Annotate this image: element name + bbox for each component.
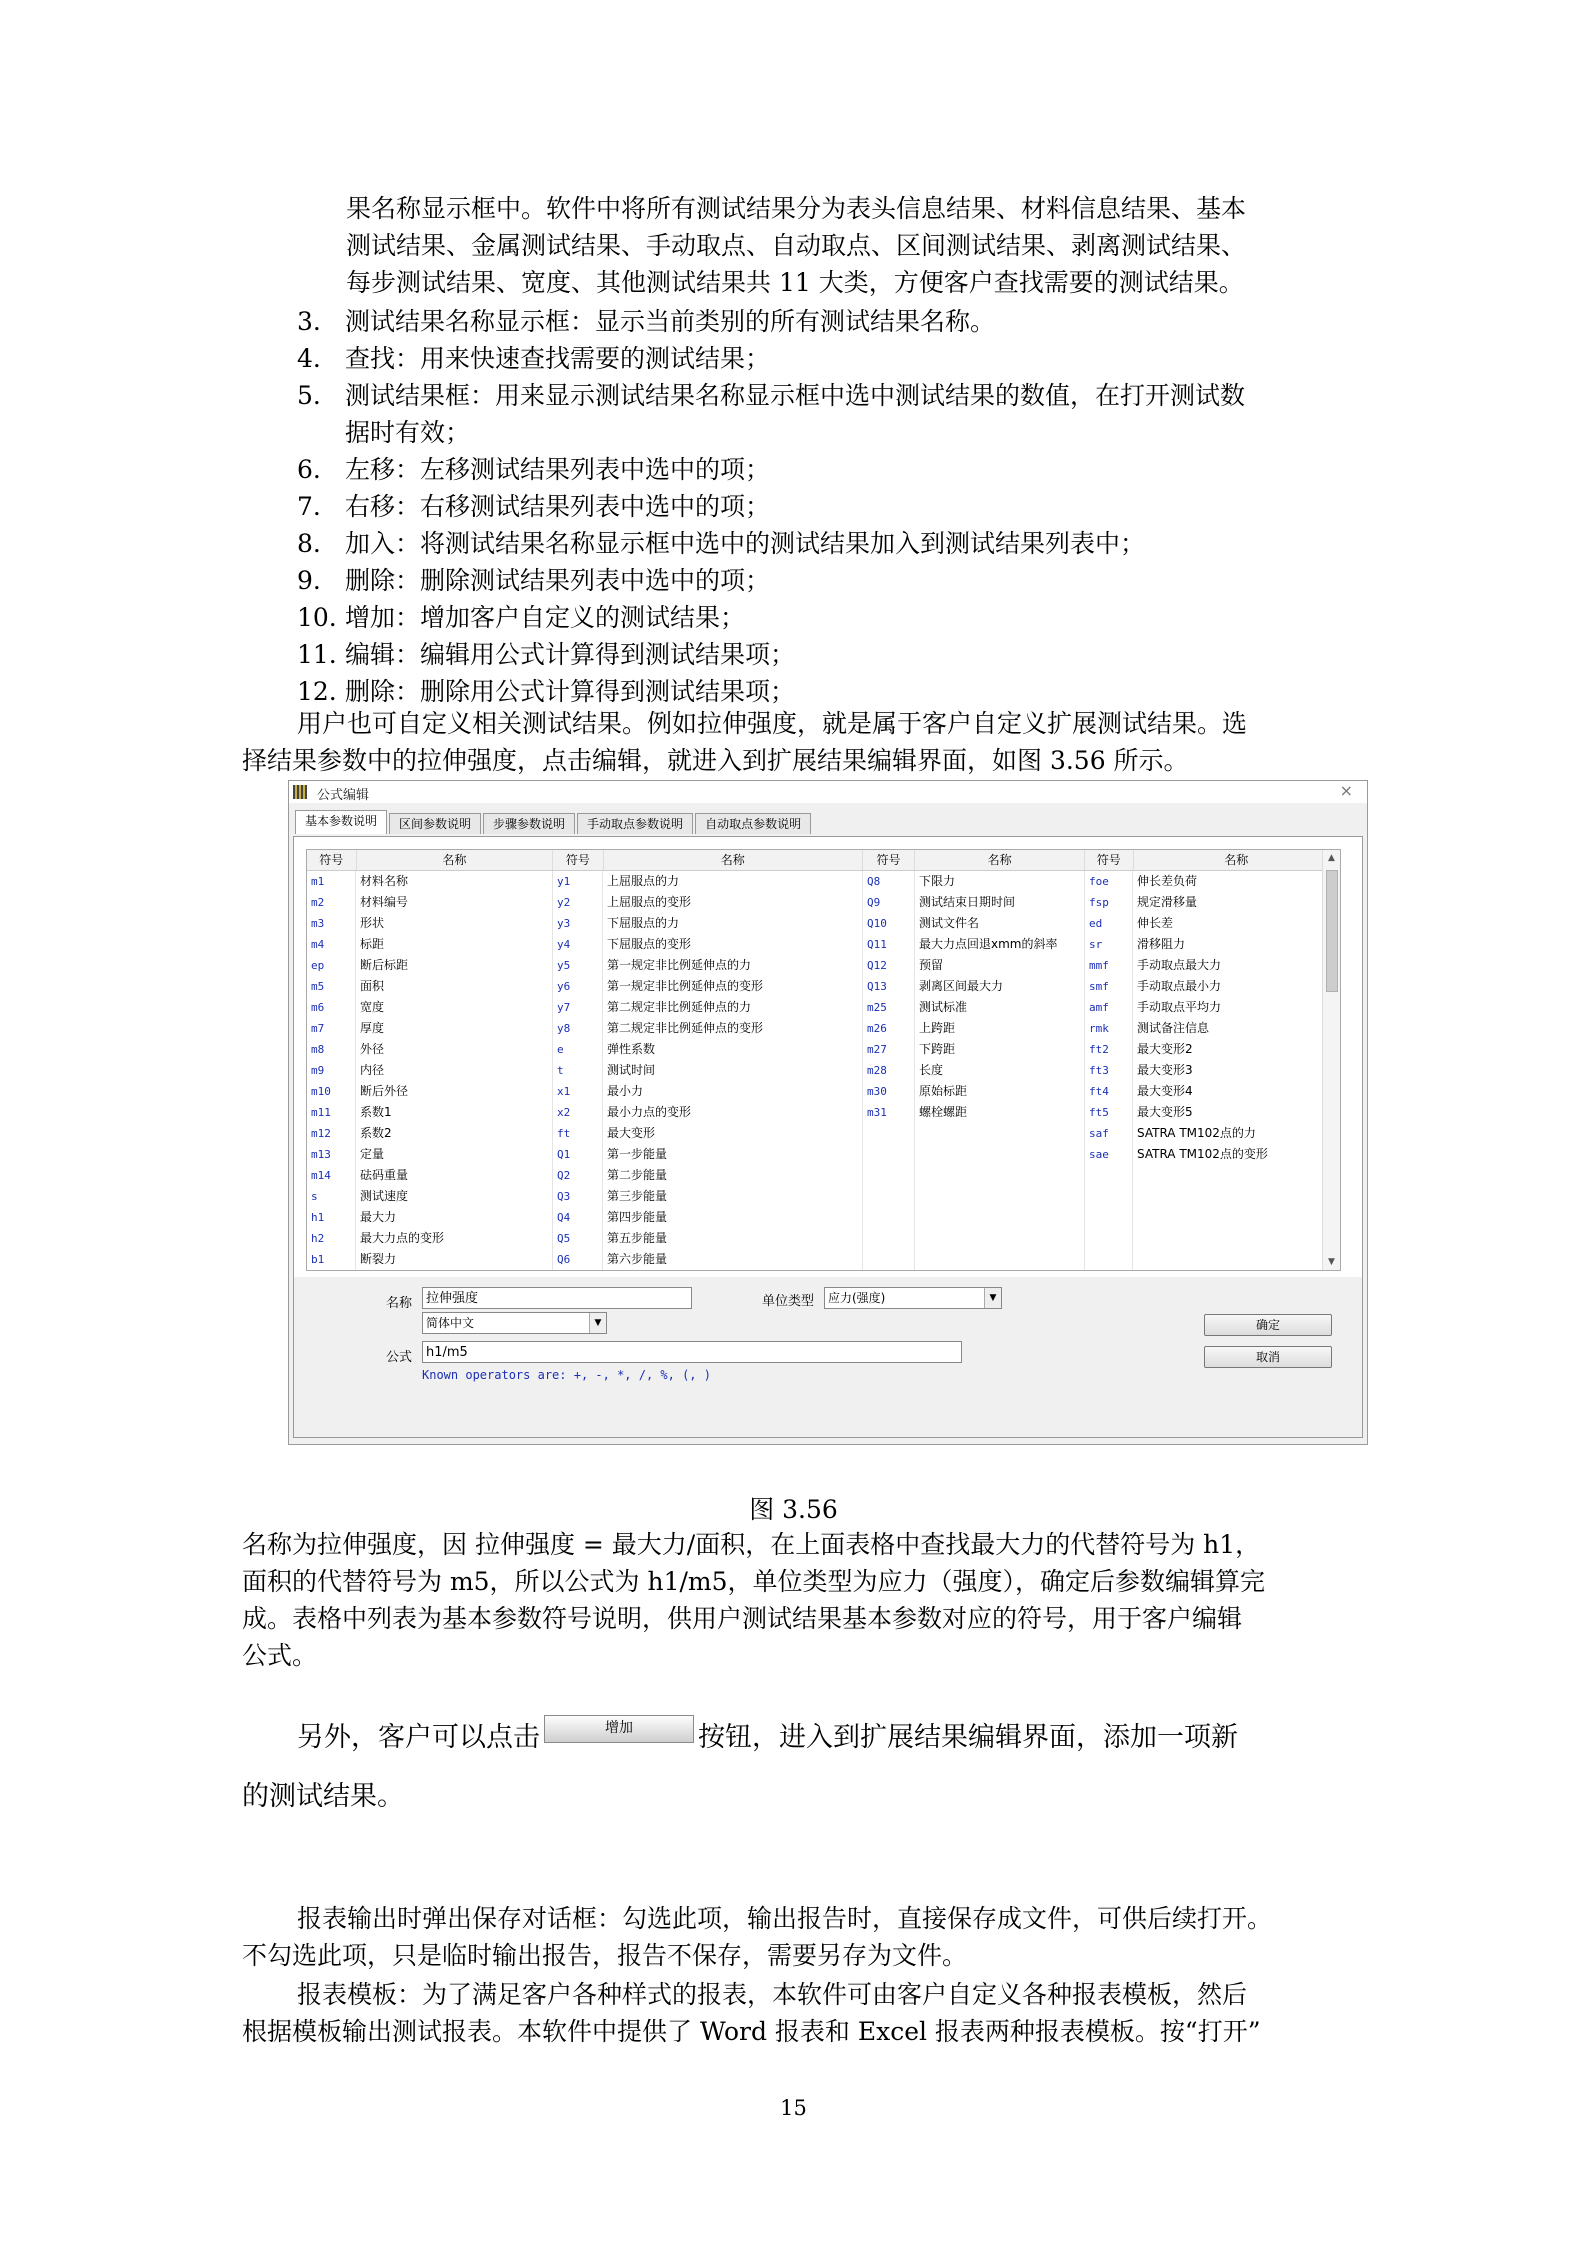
name-cell: SATRA TM102点的力	[1133, 1123, 1340, 1144]
symbol-cell: m30	[863, 1081, 915, 1102]
cancel-button[interactable]: 取消	[1204, 1346, 1332, 1368]
explain-line: 面积的代替符号为 m5，所以公式为 h1/m5，单位类型为应力（强度），确定后参数编辑算完	[242, 1567, 1266, 1596]
name-cell	[1133, 1249, 1340, 1270]
list-item-text: 据时有效；	[345, 418, 471, 447]
column-header[interactable]: 名称	[915, 850, 1085, 870]
column-header[interactable]: 名称	[357, 850, 553, 870]
chevron-down-icon[interactable]: ▼	[589, 1313, 606, 1333]
name-cell: 手动取点平均力	[1133, 997, 1340, 1018]
symbol-cell	[863, 1144, 915, 1165]
name-cell: 滑移阻力	[1133, 934, 1340, 955]
table-row[interactable]	[307, 1039, 1340, 1060]
symbol-cell: ft	[553, 1123, 603, 1144]
symbol-cell	[863, 1123, 915, 1144]
symbol-cell: ft3	[1085, 1060, 1133, 1081]
symbol-table	[306, 849, 1341, 1271]
symbol-cell: Q5	[553, 1228, 603, 1249]
symbol-cell: Q11	[863, 934, 915, 955]
symbol-cell: h1	[307, 1207, 356, 1228]
name-cell: 伸长差	[1133, 913, 1340, 934]
table-row[interactable]	[307, 1249, 1340, 1270]
table-row[interactable]	[307, 1228, 1340, 1249]
symbol-cell: s	[307, 1186, 356, 1207]
symbol-cell: saf	[1085, 1123, 1133, 1144]
symbol-cell: Q12	[863, 955, 915, 976]
symbol-cell: x1	[553, 1081, 603, 1102]
table-row[interactable]	[307, 1186, 1340, 1207]
symbol-cell: y3	[553, 913, 603, 934]
figure-caption: 图 3.56	[749, 1495, 838, 1524]
symbol-cell	[863, 1228, 915, 1249]
name-cell: 材料名称	[356, 871, 553, 892]
symbol-cell: Q4	[553, 1207, 603, 1228]
name-cell: 下屈服点的变形	[603, 934, 863, 955]
symbol-cell: b1	[307, 1249, 356, 1270]
name-cell: 手动取点最大力	[1133, 955, 1340, 976]
name-cell: 断裂力	[356, 1249, 553, 1270]
symbol-cell	[1085, 1186, 1133, 1207]
symbol-cell: m28	[863, 1060, 915, 1081]
column-header[interactable]: 名称	[1134, 850, 1340, 870]
symbol-cell	[863, 1186, 915, 1207]
table-row[interactable]	[307, 1081, 1340, 1102]
name-cell	[915, 1165, 1085, 1186]
name-cell: 断后外径	[356, 1081, 553, 1102]
add-para-after: 按钮，进入到扩展结果编辑界面，添加一项新	[698, 1722, 1238, 1753]
scroll-down-icon[interactable]: ▼	[1328, 1257, 1335, 1267]
symbol-cell: ft4	[1085, 1081, 1133, 1102]
name-cell: 最大力点回退xmm的斜率	[915, 934, 1085, 955]
unit-type-label: 单位类型	[762, 1294, 815, 1309]
name-cell	[915, 1249, 1085, 1270]
name-cell: 第二规定非比例延伸点的变形	[603, 1018, 863, 1039]
column-header[interactable]: 符号	[553, 850, 604, 870]
name-cell: 厚度	[356, 1018, 553, 1039]
symbol-cell: y7	[553, 997, 603, 1018]
name-cell: 面积	[356, 976, 553, 997]
list-item	[297, 377, 1245, 414]
symbol-cell: m12	[307, 1123, 356, 1144]
list-item-number: 5.	[297, 381, 321, 410]
tab-panel	[293, 836, 1363, 1438]
report-line: 根据模板输出测试报表。本软件中提供了 Word 报表和 Excel 报表两种报表模板。按“打开”	[242, 2017, 1261, 2046]
symbol-cell	[1085, 1207, 1133, 1228]
symbol-cell	[863, 1249, 915, 1270]
name-cell: 测试结束日期时间	[915, 892, 1085, 913]
symbol-cell: y1	[553, 871, 603, 892]
name-cell	[1133, 1228, 1340, 1249]
app-icon	[293, 785, 307, 799]
add-button-image: 增加	[544, 1715, 694, 1743]
symbol-cell: x2	[553, 1102, 603, 1123]
list-item-number: 12.	[297, 677, 337, 706]
symbol-cell: m1	[307, 871, 356, 892]
name-cell: 第二规定非比例延伸点的力	[603, 997, 863, 1018]
name-cell: 最大变形5	[1133, 1102, 1340, 1123]
table-row[interactable]	[307, 955, 1340, 976]
column-header[interactable]: 名称	[604, 850, 863, 870]
symbol-cell: smf	[1085, 976, 1133, 997]
tab-4[interactable]: 自动取点参数说明	[695, 813, 811, 834]
name-cell: 标距	[356, 934, 553, 955]
table-body	[307, 871, 1340, 1270]
name-cell	[1133, 1165, 1340, 1186]
intro-line: 测试结果、金属测试结果、手动取点、自动取点、区间测试结果、剥离测试结果、	[346, 231, 1247, 260]
name-cell: 手动取点最小力	[1133, 976, 1340, 997]
name-cell: 最大变形	[603, 1123, 863, 1144]
symbol-cell: sae	[1085, 1144, 1133, 1165]
symbol-cell: ft5	[1085, 1102, 1133, 1123]
list-item-text: 删除：删除用公式计算得到测试结果项；	[345, 677, 796, 706]
name-cell: 预留	[915, 955, 1085, 976]
column-header[interactable]: 符号	[307, 850, 357, 870]
name-cell: 最大变形2	[1133, 1039, 1340, 1060]
table-row[interactable]	[307, 976, 1340, 997]
symbol-cell: t	[553, 1060, 603, 1081]
symbol-cell: Q1	[553, 1144, 603, 1165]
list-item	[345, 414, 470, 451]
unit-type-value: 应力(强度)	[828, 1291, 886, 1305]
name-cell: 最大力	[356, 1207, 553, 1228]
name-cell: 测试文件名	[915, 913, 1085, 934]
list-item	[297, 451, 770, 488]
symbol-cell	[863, 1207, 915, 1228]
name-cell: 上跨距	[915, 1018, 1085, 1039]
edit-form	[294, 1277, 1362, 1437]
tab-1[interactable]: 区间参数说明	[389, 813, 481, 834]
symbol-cell: m25	[863, 997, 915, 1018]
symbol-cell: m6	[307, 997, 356, 1018]
name-cell: 下跨距	[915, 1039, 1085, 1060]
symbol-cell: y4	[553, 934, 603, 955]
symbol-cell: Q6	[553, 1249, 603, 1270]
name-cell: 第一规定非比例延伸点的变形	[603, 976, 863, 997]
name-cell: 规定滑移量	[1133, 892, 1340, 913]
custom-para-line: 用户也可自定义相关测试结果。例如拉伸强度，就是属于客户自定义扩展测试结果。选	[297, 709, 1248, 738]
close-icon[interactable]: ×	[1339, 781, 1353, 800]
scroll-thumb[interactable]	[1326, 870, 1338, 992]
symbol-cell: m13	[307, 1144, 356, 1165]
symbol-cell: foe	[1085, 871, 1133, 892]
name-cell: 砝码重量	[356, 1165, 553, 1186]
table-row[interactable]	[307, 1060, 1340, 1081]
list-item	[297, 488, 770, 525]
list-item-number: 3.	[297, 307, 321, 336]
list-item-number: 4.	[297, 344, 321, 373]
symbol-cell: Q8	[863, 871, 915, 892]
formula-input[interactable]: h1/m5	[422, 1341, 962, 1363]
symbol-cell: m7	[307, 1018, 356, 1039]
name-cell	[1133, 1207, 1340, 1228]
list-item-number: 11.	[297, 640, 337, 669]
symbol-cell: m11	[307, 1102, 356, 1123]
symbol-cell: Q9	[863, 892, 915, 913]
symbol-cell	[1085, 1165, 1133, 1186]
name-cell: 测试时间	[603, 1060, 863, 1081]
symbol-cell: y5	[553, 955, 603, 976]
list-item-number: 8.	[297, 529, 321, 558]
chevron-down-icon[interactable]: ▼	[984, 1288, 1001, 1308]
name-cell: 材料编号	[356, 892, 553, 913]
list-item-text: 删除：删除测试结果列表中选中的项；	[345, 566, 771, 595]
name-cell: 外径	[356, 1039, 553, 1060]
name-cell: 最大变形4	[1133, 1081, 1340, 1102]
table-row[interactable]	[307, 1207, 1340, 1228]
table-row[interactable]	[307, 1018, 1340, 1039]
table-row[interactable]	[307, 1102, 1340, 1123]
table-row[interactable]	[307, 1123, 1340, 1144]
symbol-cell	[1085, 1228, 1133, 1249]
list-item-number: 6.	[297, 455, 321, 484]
name-cell: 测试标准	[915, 997, 1085, 1018]
symbol-cell: ep	[307, 955, 356, 976]
table-header	[307, 850, 1340, 871]
scrollbar[interactable]	[1322, 850, 1340, 1270]
symbol-cell: m4	[307, 934, 356, 955]
name-cell: 螺栓螺距	[915, 1102, 1085, 1123]
symbol-cell: m2	[307, 892, 356, 913]
explain-line: 成。表格中列表为基本参数符号说明，供用户测试结果基本参数对应的符号，用于客户编辑	[242, 1604, 1243, 1633]
name-cell: 第一规定非比例延伸点的力	[603, 955, 863, 976]
name-cell: 测试备注信息	[1133, 1018, 1340, 1039]
explain-line: 公式。	[242, 1641, 318, 1670]
symbol-cell: m9	[307, 1060, 356, 1081]
dialog-title: 公式编辑	[317, 788, 370, 803]
column-header[interactable]: 符号	[1085, 850, 1134, 870]
symbol-cell: sr	[1085, 934, 1133, 955]
symbol-cell: m8	[307, 1039, 356, 1060]
name-cell: 最小力	[603, 1081, 863, 1102]
symbol-cell: m5	[307, 976, 356, 997]
list-item-text: 左移：左移测试结果列表中选中的项；	[345, 455, 771, 484]
symbol-cell: fsp	[1085, 892, 1133, 913]
table-row[interactable]	[307, 1165, 1340, 1186]
name-cell: 宽度	[356, 997, 553, 1018]
formula-edit-dialog	[288, 780, 1368, 1445]
symbol-cell: ed	[1085, 913, 1133, 934]
symbol-cell: ft2	[1085, 1039, 1133, 1060]
name-cell: 断后标距	[356, 955, 553, 976]
list-item-text: 测试结果框：用来显示测试结果名称显示框中选中测试结果的数值，在打开测试数	[345, 381, 1246, 410]
symbol-cell: rmk	[1085, 1018, 1133, 1039]
list-item-text: 查找：用来快速查找需要的测试结果；	[345, 344, 771, 373]
symbol-cell: m10	[307, 1081, 356, 1102]
unit-type-select[interactable]	[824, 1287, 1002, 1309]
symbol-cell	[863, 1165, 915, 1186]
name-cell: 下限力	[915, 871, 1085, 892]
symbol-cell: m27	[863, 1039, 915, 1060]
list-item-text: 增加：增加客户自定义的测试结果；	[345, 603, 746, 632]
name-cell: 弹性系数	[603, 1039, 863, 1060]
name-cell: 剥离区间最大力	[915, 976, 1085, 997]
name-cell: 上屈服点的变形	[603, 892, 863, 913]
name-cell: 第三步能量	[603, 1186, 863, 1207]
symbol-cell: amf	[1085, 997, 1133, 1018]
report-line: 不勾选此项，只是临时输出报告，报告不保存，需要另存为文件。	[242, 1941, 968, 1970]
symbol-cell: m14	[307, 1165, 356, 1186]
name-cell	[915, 1228, 1085, 1249]
table-row[interactable]	[307, 1144, 1340, 1165]
table-row[interactable]	[307, 934, 1340, 955]
name-input[interactable]: 拉伸强度	[422, 1287, 692, 1309]
custom-para-line: 择结果参数中的拉伸强度，点击编辑，就进入到扩展结果编辑界面，如图 3.56 所示。	[242, 746, 1189, 775]
list-item	[297, 303, 995, 340]
dialog-titlebar	[289, 781, 1367, 803]
table-row[interactable]	[307, 913, 1340, 934]
name-cell: 下屈服点的力	[603, 913, 863, 934]
tab-2[interactable]: 步骤参数说明	[483, 813, 575, 834]
add-para-line	[297, 1718, 1238, 1758]
scroll-up-icon[interactable]: ▲	[1328, 853, 1335, 863]
symbol-cell: m3	[307, 913, 356, 934]
symbol-cell: y2	[553, 892, 603, 913]
name-cell: 第一步能量	[603, 1144, 863, 1165]
name-cell	[1133, 1186, 1340, 1207]
name-cell: 长度	[915, 1060, 1085, 1081]
symbol-cell: e	[553, 1039, 603, 1060]
table-row[interactable]	[307, 892, 1340, 913]
name-cell: 最大力点的变形	[356, 1228, 553, 1249]
list-item	[297, 525, 1145, 562]
name-cell: 定量	[356, 1144, 553, 1165]
symbol-cell: mmf	[1085, 955, 1133, 976]
name-cell: 第二步能量	[603, 1165, 863, 1186]
explain-line: 名称为拉伸强度，因 拉伸强度 = 最大力/面积，在上面表格中查找最大力的代替符号为 h1，	[242, 1530, 1261, 1559]
list-item	[297, 562, 770, 599]
symbol-cell: h2	[307, 1228, 356, 1249]
list-item	[297, 636, 795, 673]
intro-line: 每步测试结果、宽度、其他测试结果共 11 大类，方便客户查找需要的测试结果。	[346, 268, 1244, 297]
report-line: 报表模板：为了满足客户各种样式的报表，本软件可由客户自定义各种报表模板，然后	[297, 1980, 1248, 2009]
intro-line: 果名称显示框中。软件中将所有测试结果分为表头信息结果、材料信息结果、基本	[346, 194, 1247, 223]
name-cell: 最小力点的变形	[603, 1102, 863, 1123]
symbol-cell: Q10	[863, 913, 915, 934]
symbol-cell: m31	[863, 1102, 915, 1123]
add-para-before: 另外，客户可以点击	[297, 1722, 540, 1753]
tab-3[interactable]: 手动取点参数说明	[577, 813, 693, 834]
list-item-text: 测试结果名称显示框：显示当前类别的所有测试结果名称。	[345, 307, 996, 336]
symbol-cell: Q13	[863, 976, 915, 997]
name-cell: 第四步能量	[603, 1207, 863, 1228]
add-para-line: 的测试结果。	[242, 1781, 404, 1812]
name-cell: 系数1	[356, 1102, 553, 1123]
report-line: 报表输出时弹出保存对话框：勾选此项，输出报告时，直接保存成文件，可供后续打开。	[297, 1904, 1273, 1933]
name-cell: 原始标距	[915, 1081, 1085, 1102]
name-cell: 伸长差负荷	[1133, 871, 1340, 892]
list-item-text: 右移：右移测试结果列表中选中的项；	[345, 492, 771, 521]
formula-label: 公式	[386, 1350, 413, 1365]
list-item-number: 10.	[297, 603, 337, 632]
list-item-number: 9.	[297, 566, 321, 595]
name-cell: 测试速度	[356, 1186, 553, 1207]
symbol-cell: Q3	[553, 1186, 603, 1207]
symbol-cell: y6	[553, 976, 603, 997]
name-cell: 形状	[356, 913, 553, 934]
list-item	[297, 599, 745, 636]
list-item	[297, 340, 770, 377]
symbol-cell: m26	[863, 1018, 915, 1039]
tab-strip	[295, 813, 813, 835]
operators-hint: Known operators are: +, -, *, /, %, (, )	[422, 1368, 711, 1382]
name-cell	[915, 1186, 1085, 1207]
tab-0[interactable]: 基本参数说明	[295, 810, 387, 834]
list-item-number: 7.	[297, 492, 321, 521]
symbol-cell: Q2	[553, 1165, 603, 1186]
page-number: 15	[780, 2096, 807, 2120]
name-label: 名称	[386, 1296, 413, 1311]
column-header[interactable]: 符号	[863, 850, 916, 870]
language-value: 简体中文	[426, 1316, 475, 1330]
name-cell: 内径	[356, 1060, 553, 1081]
name-cell: 系数2	[356, 1123, 553, 1144]
name-cell	[915, 1207, 1085, 1228]
symbol-cell: y8	[553, 1018, 603, 1039]
name-cell: SATRA TM102点的变形	[1133, 1144, 1340, 1165]
language-select[interactable]	[422, 1312, 607, 1334]
name-cell: 上屈服点的力	[603, 871, 863, 892]
name-cell	[915, 1144, 1085, 1165]
name-cell: 最大变形3	[1133, 1060, 1340, 1081]
symbol-cell	[1085, 1249, 1133, 1270]
list-item-text: 编辑：编辑用公式计算得到测试结果项；	[345, 640, 796, 669]
name-cell	[915, 1123, 1085, 1144]
ok-button[interactable]: 确定	[1204, 1314, 1332, 1336]
table-row[interactable]	[307, 997, 1340, 1018]
list-item-text: 加入：将测试结果名称显示框中选中的测试结果加入到测试结果列表中；	[345, 529, 1146, 558]
name-cell: 第五步能量	[603, 1228, 863, 1249]
table-row[interactable]	[307, 871, 1340, 892]
name-cell: 第六步能量	[603, 1249, 863, 1270]
